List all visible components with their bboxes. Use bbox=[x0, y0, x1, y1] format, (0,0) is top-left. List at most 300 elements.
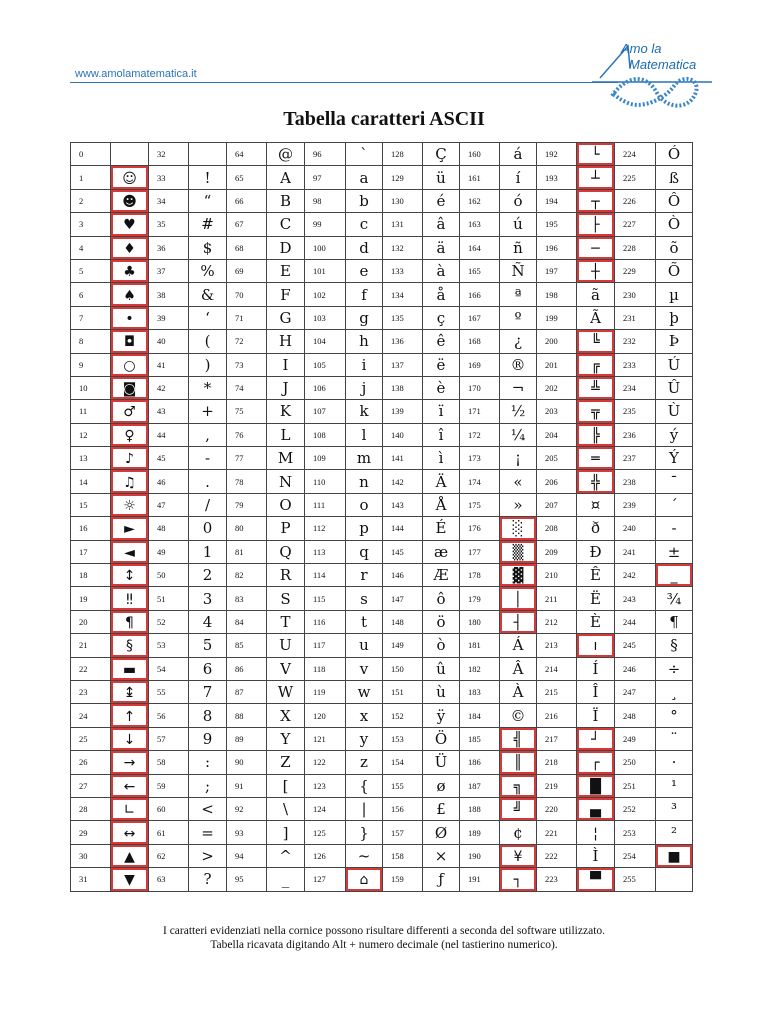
code-cell: 220 bbox=[537, 797, 577, 820]
char-cell bbox=[346, 306, 383, 329]
char-glyph: “ bbox=[203, 191, 212, 210]
code-cell: 108 bbox=[305, 423, 346, 446]
table-row bbox=[71, 517, 693, 540]
table-row bbox=[71, 143, 693, 166]
char-cell bbox=[267, 610, 305, 633]
code-cell: 172 bbox=[460, 423, 500, 446]
char-cell bbox=[656, 400, 693, 423]
char-cell bbox=[267, 727, 305, 750]
code-cell: 153 bbox=[383, 727, 423, 750]
char-cell bbox=[189, 774, 227, 797]
char-glyph: q bbox=[359, 542, 369, 561]
char-cell bbox=[189, 143, 227, 166]
code-cell: 166 bbox=[460, 283, 500, 306]
code-cell: 90 bbox=[227, 751, 267, 774]
char-glyph: _ bbox=[670, 568, 678, 585]
code-cell: 223 bbox=[537, 868, 577, 891]
code-cell: 24 bbox=[71, 704, 111, 727]
char-glyph: ◄ bbox=[124, 544, 135, 561]
code-cell: 173 bbox=[460, 447, 500, 470]
char-cell bbox=[189, 844, 227, 867]
code-cell: 234 bbox=[615, 376, 656, 399]
code-cell: 169 bbox=[460, 353, 500, 376]
code-cell: 227 bbox=[615, 213, 656, 236]
char-cell bbox=[423, 400, 460, 423]
char-glyph: A bbox=[280, 168, 291, 187]
char-cell bbox=[346, 774, 383, 797]
code-cell: 6 bbox=[71, 283, 111, 306]
code-cell: 109 bbox=[305, 447, 346, 470]
char-glyph: µ bbox=[669, 285, 679, 304]
code-cell: 52 bbox=[149, 610, 189, 633]
char-glyph: ° bbox=[670, 706, 678, 725]
char-cell bbox=[267, 704, 305, 727]
code-cell: 80 bbox=[227, 517, 267, 540]
char-cell bbox=[111, 540, 149, 563]
char-cell bbox=[656, 143, 693, 166]
char-cell bbox=[189, 517, 227, 540]
char-cell bbox=[577, 564, 615, 587]
char-glyph: § bbox=[670, 636, 678, 655]
char-cell bbox=[346, 143, 383, 166]
code-cell: 113 bbox=[305, 540, 346, 563]
char-cell bbox=[111, 727, 149, 750]
char-glyph: × bbox=[434, 846, 448, 865]
char-cell bbox=[423, 657, 460, 680]
char-glyph: ` bbox=[360, 145, 368, 164]
char-glyph: ╗ bbox=[513, 778, 523, 795]
char-glyph: M bbox=[277, 449, 294, 468]
footer-line-2: Tabella ricavata digitando Alt + numero decimale (nel tastierino numerico). bbox=[210, 939, 558, 951]
char-glyph: W bbox=[277, 683, 294, 702]
char-cell bbox=[500, 634, 537, 657]
code-cell: 87 bbox=[227, 680, 267, 703]
char-cell bbox=[189, 540, 227, 563]
code-cell: 75 bbox=[227, 400, 267, 423]
char-cell bbox=[423, 610, 460, 633]
char-cell bbox=[423, 540, 460, 563]
char-cell bbox=[111, 330, 149, 353]
char-glyph: ○ bbox=[123, 357, 136, 374]
code-cell: 199 bbox=[537, 306, 577, 329]
code-cell: 81 bbox=[227, 540, 267, 563]
char-glyph: Ø bbox=[434, 823, 448, 842]
char-glyph: º bbox=[514, 308, 522, 327]
char-glyph: Ú bbox=[667, 355, 681, 374]
char-cell bbox=[267, 774, 305, 797]
char-glyph: Â bbox=[512, 659, 524, 678]
table-row bbox=[71, 330, 693, 353]
logo-text-line1: Amo la bbox=[621, 41, 662, 56]
code-cell: 76 bbox=[227, 423, 267, 446]
code-cell: 131 bbox=[383, 213, 423, 236]
code-cell: 63 bbox=[149, 868, 189, 891]
code-cell: 158 bbox=[383, 844, 423, 867]
char-glyph: k bbox=[359, 402, 369, 421]
char-cell bbox=[267, 236, 305, 259]
code-cell: 62 bbox=[149, 844, 189, 867]
char-cell bbox=[267, 353, 305, 376]
code-cell: 19 bbox=[71, 587, 111, 610]
code-cell: 93 bbox=[227, 821, 267, 844]
code-cell: 15 bbox=[71, 493, 111, 516]
char-glyph: ; bbox=[204, 776, 211, 795]
char-cell bbox=[656, 353, 693, 376]
char-cell bbox=[577, 610, 615, 633]
char-glyph: ß bbox=[668, 168, 680, 187]
char-glyph: ╬ bbox=[591, 474, 600, 491]
char-glyph: 0 bbox=[202, 519, 213, 538]
char-glyph: = bbox=[201, 823, 214, 842]
char-glyph: È bbox=[590, 613, 601, 631]
char-glyph: Ó bbox=[667, 145, 681, 164]
char-glyph: i bbox=[361, 355, 367, 374]
char-glyph: ┤ bbox=[513, 615, 523, 631]
code-cell: 123 bbox=[305, 774, 346, 797]
code-cell: 184 bbox=[460, 704, 500, 727]
char-cell bbox=[577, 143, 615, 166]
code-cell: 127 bbox=[305, 868, 346, 891]
code-cell: 32 bbox=[149, 143, 189, 166]
char-cell bbox=[656, 704, 693, 727]
code-cell: 110 bbox=[305, 470, 346, 493]
code-cell: 226 bbox=[615, 189, 656, 212]
code-cell: 99 bbox=[305, 213, 346, 236]
code-cell: 55 bbox=[149, 680, 189, 703]
char-cell bbox=[346, 797, 383, 820]
char-glyph: ╚ bbox=[591, 334, 600, 351]
char-glyph: s bbox=[360, 589, 368, 608]
char-glyph: ═ bbox=[591, 451, 600, 468]
char-glyph: Ü bbox=[434, 753, 448, 772]
code-cell: 85 bbox=[227, 634, 267, 657]
char-cell bbox=[500, 797, 537, 820]
char-glyph: _ bbox=[281, 870, 290, 889]
code-cell: 196 bbox=[537, 236, 577, 259]
char-glyph: Æ bbox=[433, 566, 449, 585]
code-cell: 18 bbox=[71, 564, 111, 587]
char-glyph: Ì bbox=[592, 846, 599, 865]
char-glyph: ◙ bbox=[122, 381, 137, 398]
char-cell bbox=[500, 400, 537, 423]
char-cell bbox=[111, 704, 149, 727]
char-glyph: Y bbox=[280, 729, 291, 748]
char-cell bbox=[189, 493, 227, 516]
char-cell bbox=[577, 166, 615, 189]
char-glyph: 1 bbox=[202, 542, 213, 561]
code-cell: 30 bbox=[71, 844, 111, 867]
code-cell: 154 bbox=[383, 751, 423, 774]
code-cell: 107 bbox=[305, 400, 346, 423]
code-cell: 48 bbox=[149, 517, 189, 540]
code-cell: 101 bbox=[305, 259, 346, 282]
code-cell: 74 bbox=[227, 376, 267, 399]
table-row bbox=[71, 680, 693, 703]
char-cell bbox=[500, 587, 537, 610]
char-glyph: m bbox=[356, 449, 372, 468]
char-glyph: z bbox=[360, 753, 368, 772]
char-glyph: • bbox=[125, 310, 134, 327]
char-glyph: a bbox=[359, 168, 369, 187]
char-glyph: à bbox=[436, 262, 446, 281]
code-cell: 179 bbox=[460, 587, 500, 610]
char-cell bbox=[423, 447, 460, 470]
code-cell: 177 bbox=[460, 540, 500, 563]
char-cell bbox=[656, 236, 693, 259]
code-cell: 88 bbox=[227, 704, 267, 727]
code-cell: 175 bbox=[460, 493, 500, 516]
char-cell bbox=[656, 727, 693, 750]
char-glyph: L bbox=[280, 425, 291, 444]
char-cell bbox=[267, 868, 305, 891]
char-cell bbox=[189, 259, 227, 282]
code-cell: 34 bbox=[149, 189, 189, 212]
char-glyph: Ù bbox=[667, 402, 681, 421]
char-glyph: # bbox=[201, 215, 214, 234]
char-cell bbox=[423, 680, 460, 703]
char-cell bbox=[267, 166, 305, 189]
code-cell: 171 bbox=[460, 400, 500, 423]
char-glyph: @ bbox=[278, 145, 293, 164]
code-cell: 17 bbox=[71, 540, 111, 563]
char-glyph: ó bbox=[513, 191, 523, 210]
code-cell: 210 bbox=[537, 564, 577, 587]
char-glyph: - bbox=[204, 449, 211, 468]
table-row bbox=[71, 236, 693, 259]
code-cell: 102 bbox=[305, 283, 346, 306]
char-glyph: & bbox=[200, 285, 215, 304]
char-cell bbox=[656, 306, 693, 329]
char-glyph: [ bbox=[282, 776, 289, 795]
char-glyph: ü bbox=[436, 168, 446, 187]
char-glyph: j bbox=[361, 379, 367, 398]
code-cell: 77 bbox=[227, 447, 267, 470]
char-glyph: ♥ bbox=[123, 217, 136, 234]
table-row bbox=[71, 400, 693, 423]
char-glyph: g bbox=[359, 308, 369, 327]
char-cell bbox=[500, 166, 537, 189]
code-cell: 54 bbox=[149, 657, 189, 680]
code-cell: 187 bbox=[460, 774, 500, 797]
code-cell: 241 bbox=[615, 540, 656, 563]
table-row bbox=[71, 353, 693, 376]
code-cell: 67 bbox=[227, 213, 267, 236]
char-glyph: ┌ bbox=[591, 755, 600, 772]
code-cell: 35 bbox=[149, 213, 189, 236]
char-cell bbox=[423, 330, 460, 353]
table-row bbox=[71, 774, 693, 797]
char-cell bbox=[577, 447, 615, 470]
code-cell: 209 bbox=[537, 540, 577, 563]
char-cell bbox=[189, 283, 227, 306]
code-cell: 69 bbox=[227, 259, 267, 282]
code-cell: 149 bbox=[383, 634, 423, 657]
char-glyph: : bbox=[204, 753, 211, 772]
char-glyph: ê bbox=[436, 332, 446, 351]
char-glyph: V bbox=[280, 659, 291, 678]
char-cell bbox=[267, 376, 305, 399]
char-cell bbox=[656, 774, 693, 797]
char-glyph: ù bbox=[436, 683, 446, 702]
code-cell: 56 bbox=[149, 704, 189, 727]
code-cell: 148 bbox=[383, 610, 423, 633]
char-cell bbox=[111, 213, 149, 236]
char-glyph: ♂ bbox=[123, 404, 136, 421]
char-cell bbox=[577, 634, 615, 657]
code-cell: 143 bbox=[383, 493, 423, 516]
char-glyph: U bbox=[279, 636, 292, 655]
char-glyph: ³ bbox=[670, 800, 677, 819]
char-glyph: B bbox=[279, 191, 292, 210]
code-cell: 121 bbox=[305, 727, 346, 750]
code-cell: 217 bbox=[537, 727, 577, 750]
table-row bbox=[71, 189, 693, 212]
char-cell bbox=[656, 470, 693, 493]
char-cell bbox=[500, 470, 537, 493]
code-cell: 71 bbox=[227, 306, 267, 329]
char-cell bbox=[656, 564, 693, 587]
char-glyph: ▬ bbox=[122, 661, 137, 678]
char-cell bbox=[346, 166, 383, 189]
code-cell: 21 bbox=[71, 634, 111, 657]
char-cell bbox=[111, 751, 149, 774]
code-cell: 60 bbox=[149, 797, 189, 820]
code-cell: 13 bbox=[71, 447, 111, 470]
char-glyph: Q bbox=[279, 542, 292, 561]
char-cell bbox=[423, 587, 460, 610]
char-cell bbox=[189, 634, 227, 657]
char-glyph: 7 bbox=[202, 683, 213, 702]
char-cell bbox=[111, 236, 149, 259]
char-glyph: b bbox=[359, 191, 369, 210]
code-cell: 246 bbox=[615, 657, 656, 680]
char-cell bbox=[111, 821, 149, 844]
char-cell bbox=[189, 868, 227, 891]
code-cell: 147 bbox=[383, 587, 423, 610]
char-cell bbox=[111, 797, 149, 820]
char-glyph: v bbox=[359, 659, 369, 678]
site-url[interactable]: www.amolamatematica.it bbox=[75, 68, 197, 80]
code-cell: 7 bbox=[71, 306, 111, 329]
char-cell bbox=[500, 821, 537, 844]
char-glyph: ▲ bbox=[124, 848, 135, 865]
code-cell: 218 bbox=[537, 751, 577, 774]
char-cell bbox=[423, 634, 460, 657]
code-cell: 229 bbox=[615, 259, 656, 282]
char-glyph: ► bbox=[124, 521, 135, 538]
code-cell: 239 bbox=[615, 493, 656, 516]
code-cell: 42 bbox=[149, 376, 189, 399]
char-cell bbox=[111, 680, 149, 703]
char-cell bbox=[423, 774, 460, 797]
char-glyph: E bbox=[280, 262, 291, 281]
code-cell: 64 bbox=[227, 143, 267, 166]
char-cell bbox=[267, 189, 305, 212]
char-cell bbox=[267, 423, 305, 446]
table-row bbox=[71, 657, 693, 680]
char-glyph: ! bbox=[204, 168, 211, 187]
code-cell: 39 bbox=[149, 306, 189, 329]
char-cell bbox=[500, 213, 537, 236]
char-glyph: © bbox=[510, 706, 526, 725]
code-cell: 46 bbox=[149, 470, 189, 493]
char-cell bbox=[111, 259, 149, 282]
code-cell: 151 bbox=[383, 680, 423, 703]
char-glyph: « bbox=[513, 472, 523, 491]
code-cell: 95 bbox=[227, 868, 267, 891]
char-cell bbox=[346, 821, 383, 844]
char-cell bbox=[189, 564, 227, 587]
char-cell bbox=[267, 540, 305, 563]
code-cell: 133 bbox=[383, 259, 423, 282]
table-row bbox=[71, 704, 693, 727]
code-cell: 105 bbox=[305, 353, 346, 376]
code-cell: 2 bbox=[71, 189, 111, 212]
code-cell: 14 bbox=[71, 470, 111, 493]
char-glyph: ¡ bbox=[514, 449, 522, 468]
char-glyph: p bbox=[359, 519, 369, 538]
char-glyph: └ bbox=[591, 147, 600, 164]
char-glyph: ░ bbox=[512, 521, 524, 538]
code-cell: 86 bbox=[227, 657, 267, 680]
char-cell bbox=[577, 727, 615, 750]
code-cell: 164 bbox=[460, 236, 500, 259]
code-cell: 66 bbox=[227, 189, 267, 212]
char-cell bbox=[656, 166, 693, 189]
char-cell bbox=[346, 564, 383, 587]
char-glyph: û bbox=[436, 659, 446, 678]
char-cell bbox=[656, 376, 693, 399]
char-cell bbox=[346, 587, 383, 610]
char-glyph: Ã bbox=[590, 308, 601, 327]
char-glyph: ä bbox=[436, 238, 446, 257]
char-cell bbox=[111, 189, 149, 212]
code-cell: 255 bbox=[615, 868, 656, 891]
char-glyph: H bbox=[278, 332, 293, 351]
char-glyph: Ë bbox=[590, 589, 601, 608]
site-logo[interactable] bbox=[592, 38, 712, 116]
table-row bbox=[71, 634, 693, 657]
char-glyph: F bbox=[280, 285, 291, 304]
char-cell bbox=[189, 189, 227, 212]
char-cell bbox=[577, 236, 615, 259]
code-cell: 20 bbox=[71, 610, 111, 633]
char-glyph: ¿ bbox=[513, 332, 523, 351]
char-cell bbox=[423, 213, 460, 236]
char-glyph: Á bbox=[512, 636, 524, 655]
char-glyph: / bbox=[204, 496, 211, 515]
code-cell: 156 bbox=[383, 797, 423, 820]
char-glyph: ¹ bbox=[670, 776, 677, 795]
char-glyph: 5 bbox=[202, 636, 213, 655]
code-cell: 180 bbox=[460, 610, 500, 633]
char-glyph: ↔ bbox=[123, 825, 136, 842]
char-glyph: ƒ bbox=[438, 870, 444, 889]
table-row bbox=[71, 470, 693, 493]
char-glyph: 6 bbox=[202, 659, 213, 678]
char-cell bbox=[656, 868, 693, 891]
table-row bbox=[71, 166, 693, 189]
char-glyph: ▀ bbox=[590, 872, 601, 889]
char-glyph: < bbox=[201, 800, 214, 819]
code-cell: 92 bbox=[227, 797, 267, 820]
char-cell bbox=[111, 376, 149, 399]
char-cell bbox=[189, 704, 227, 727]
char-cell bbox=[500, 704, 537, 727]
code-cell: 214 bbox=[537, 657, 577, 680]
code-cell: 231 bbox=[615, 306, 656, 329]
char-glyph: ∟ bbox=[123, 802, 136, 819]
